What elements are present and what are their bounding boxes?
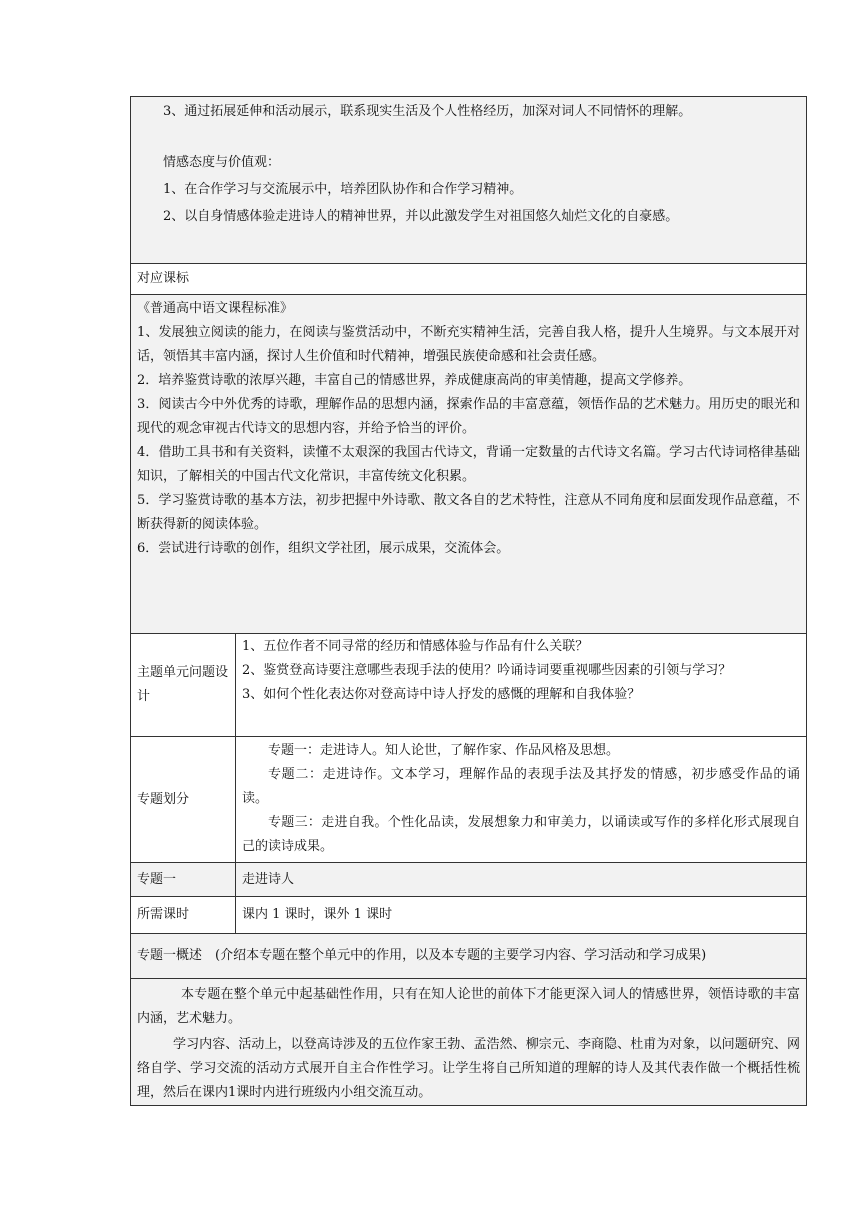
- overview-cell: [131, 979, 807, 1106]
- overview-header-row: [131, 934, 807, 979]
- spacer: [131, 124, 806, 148]
- standard-item-5: 5．学习鉴赏诗歌的基本方法，初步把握中外诗歌、散文各自的艺术特性，注意从不同角度和层面发现作品意蕴，不断获得新的阅读体验。: [137, 493, 800, 532]
- hours-value: 课内 1 课时，课外 1 课时: [236, 897, 807, 934]
- topic-item-3: 专题三：走进自我。个性化品读，发展想象力和审美力，以诵读或写作的多样化形式展现自己的读诗成果。: [242, 815, 800, 854]
- topic-one-label: 专题一: [131, 863, 236, 897]
- overview-para-2: 学习内容、活动上，以登高诗涉及的五位作家王勃、孟浩然、柳宗元、李商隐、杜甫为对象，以问题研究、网络自学、学习交流的活动方式展开自主合作性学习。让学生将自己所知道的理解的诗人及其代表作做一个概括性梳理，然后在课内1课时内进行班级内小组交流互动。: [137, 1037, 800, 1100]
- questions-row: [131, 634, 807, 737]
- questions-cell: [236, 634, 807, 737]
- topic-one-row: [131, 863, 807, 897]
- question-item-2: 2、鉴赏登高诗要注意哪些表现手法的使用？吟诵诗词要重视哪些因素的引领与学习？: [242, 663, 732, 678]
- standards-row: [131, 295, 807, 634]
- overview-para-1: 本专题在整个单元中起基础性作用，只有在知人论世的前体下才能更深入词人的情感世界，领悟诗歌的丰富内涵，艺术魅力。: [137, 987, 800, 1026]
- standard-item-6: 6．尝试进行诗歌的创作，组织文学社团，展示成果，交流体会。: [137, 541, 510, 556]
- objectives-row: [131, 97, 807, 264]
- overview-header: 专题一概述 (介绍本专题在整个单元中的作用，以及本专题的主要学习内容、学习活动和学习成果): [131, 934, 807, 979]
- standard-item-1: 1、发展独立阅读的能力，在阅读与鉴赏活动中，不断充实精神生活，完善自我人格，提升人生境界。与文本展开对话，领悟其丰富内涵，探讨人生价值和时代精神，增强民族使命感和社会责任感。: [137, 325, 800, 364]
- hours-row: [131, 897, 807, 934]
- emotion-item-1: 1、在合作学习与交流展示中，培养团队协作和合作学习精神。: [163, 182, 523, 197]
- topics-cell: [236, 737, 807, 863]
- question-item-1: 1、五位作者不同寻常的经历和情感体验与作品有什么关联？: [242, 639, 589, 654]
- hours-label: 所需课时: [131, 897, 236, 934]
- standards-doc-title: 《普通高中语文课程标准》: [137, 301, 294, 316]
- standard-item-2: 2．培养鉴赏诗歌的浓厚兴趣，丰富自己的情感世界，养成健康高尚的审美情趣，提高文学修养。: [137, 373, 692, 388]
- topic-item-2: 专题二：走进诗作。文本学习，理解作品的表现手法及其抒发的情感，初步感受作品的诵读。: [242, 767, 800, 806]
- standard-item-4: 4．借助工具书和有关资料，读懂不太艰深的我国古代诗文，背诵一定数量的古代诗文名篇。学习古代诗词格律基础知识，了解相关的中国古代文化常识，丰富传统文化积累。: [137, 445, 800, 484]
- objectives-cell: [131, 97, 807, 264]
- emotion-heading: 情感态度与价值观：: [163, 155, 281, 170]
- standards-label-row: [131, 264, 807, 295]
- standard-item-3: 3．阅读古今中外优秀的诗歌，理解作品的思想内涵，探索作品的丰富意蕴，领悟作品的艺术魅力。用历史的眼光和现代的观念审视古代诗文的思想内容，并给予恰当的评价。: [137, 397, 800, 436]
- topic-one-value: 走进诗人: [236, 863, 807, 897]
- questions-label: 主题单元问题设计: [131, 634, 236, 737]
- topics-row: [131, 737, 807, 863]
- overview-row: [131, 979, 807, 1106]
- emotion-item-2: 2、以自身情感体验走进诗人的精神世界，并以此激发学生对祖国悠久灿烂文化的自豪感。: [163, 209, 679, 224]
- lesson-plan-table: [130, 96, 807, 1106]
- topics-label: 专题划分: [131, 737, 236, 863]
- objective-item-3: 3、通过拓展延伸和活动展示，联系现实生活及个人性格经历，加深对词人不同情怀的理解。: [163, 104, 692, 119]
- topic-item-1: 专题一：走进诗人。知人论世，了解作家、作品风格及思想。: [268, 743, 620, 758]
- standards-cell: [131, 295, 807, 634]
- question-item-3: 3、如何个性化表达你对登高诗中诗人抒发的感慨的理解和自我体验？: [242, 687, 641, 702]
- standards-label: 对应课标: [131, 264, 807, 295]
